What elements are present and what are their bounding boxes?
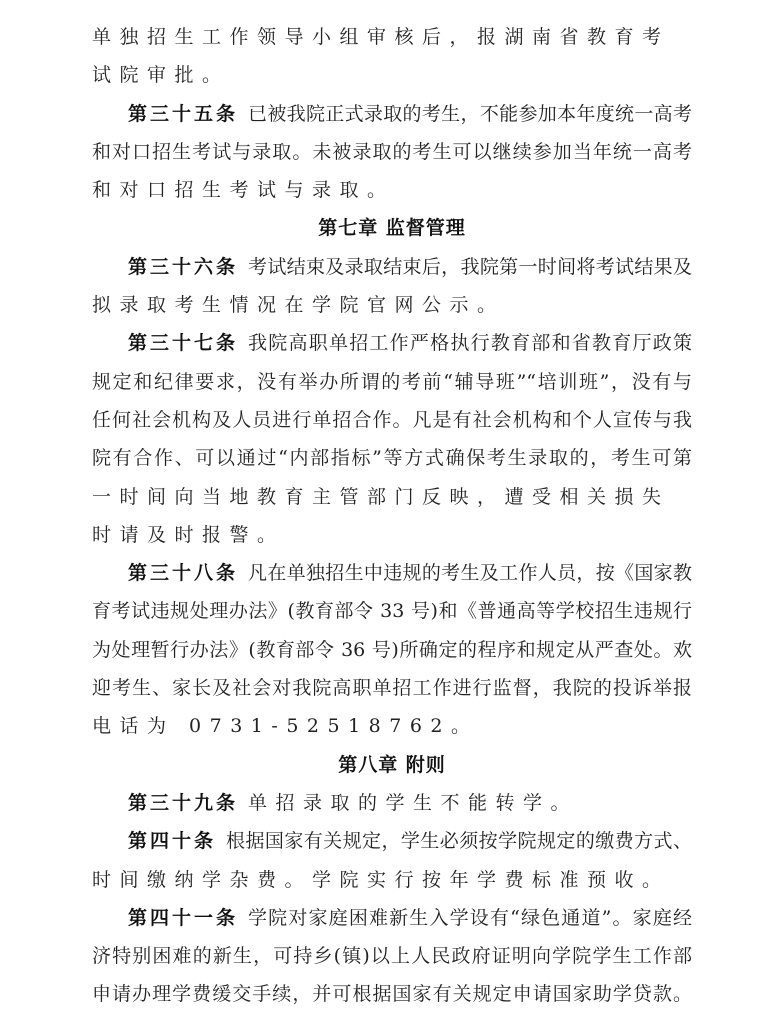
line-text: 时间缴纳学杂费。学院实行按年学费标准预收。	[92, 868, 670, 891]
paragraph-line	[92, 784, 692, 822]
line-text: 学院对家庭困难新生入学设有“绿色通道”。家庭经	[248, 906, 692, 929]
paragraph-line	[92, 554, 692, 592]
paragraph-line	[92, 861, 692, 899]
line-text: 济特别困难的新生，可持乡(镇)以上人民政府证明向学院学生工作部	[92, 945, 692, 968]
paragraph-line	[92, 324, 692, 362]
paragraph-line	[92, 95, 692, 133]
line-text: 我院高职单招工作严格执行教育部和省教育厅政策	[248, 332, 692, 355]
paragraph-line	[92, 899, 692, 937]
line-text: 已被我院正式录取的考生，不能参加本年度统一高考	[248, 102, 692, 125]
chapter-heading: 第八章 附则	[338, 753, 446, 776]
article-label: 第三十六条	[128, 255, 239, 278]
line-text: 凡在单独招生中违规的考生及工作人员，按《国家教	[248, 562, 692, 585]
line-text: 迎考生、家长及社会对我院高职单招工作进行监督，我院的投诉举报	[92, 677, 692, 700]
article-label: 第四十一条	[128, 906, 239, 929]
line-text: 单独招生工作领导小组审核后，报湖南省教育考试院审批。	[92, 26, 670, 87]
article-label: 第四十条	[128, 830, 217, 853]
article-label: 第三十七条	[128, 332, 239, 355]
line-text: 一时间向当地教育主管部门反映，遭受相关损失时请及时报警。	[92, 485, 670, 546]
paragraph-line	[92, 439, 692, 477]
line-text: 电话为 0731-52518762。	[92, 715, 479, 738]
paragraph-line	[92, 248, 692, 286]
article-label: 第三十五条	[128, 102, 239, 125]
paragraph-line	[92, 669, 692, 707]
paragraph-line	[92, 171, 692, 209]
paragraph-line	[92, 286, 692, 324]
document-page	[92, 18, 692, 1014]
article-label: 第三十八条	[128, 562, 239, 585]
paragraph-line	[92, 707, 692, 745]
paragraph-line	[92, 592, 692, 630]
line-text: 和对口招生考试与录取。	[92, 179, 395, 202]
paragraph-line	[92, 18, 692, 95]
line-text: 规定和纪律要求，没有举办所谓的考前“辅导班”“培训班”，没有与	[92, 370, 692, 393]
paragraph-line	[92, 631, 692, 669]
line-text: 为处理暂行办法》(教育部令 36 号)所确定的程序和规定从严查处。欢	[92, 638, 692, 661]
paragraph-line	[92, 401, 692, 439]
paragraph-line	[92, 133, 692, 171]
line-text: 拟录取考生情况在学院官网公示。	[92, 294, 505, 317]
line-text: 任何社会机构及人员进行单招合作。凡是有社会机构和个人宣传与我	[92, 408, 692, 431]
line-text: 和对口招生考试与录取。未被录取的考生可以继续参加当年统一高考	[92, 140, 692, 163]
paragraph-line	[92, 937, 692, 975]
paragraph-line	[92, 363, 692, 401]
line-text: 考试结束及录取结束后，我院第一时间将考试结果及	[248, 255, 692, 278]
paragraph-line	[92, 822, 692, 860]
line-text: 根据国家有关规定，学生必须按学院规定的缴费方式、	[226, 830, 692, 853]
paragraph-line	[92, 478, 692, 555]
chapter-heading: 第七章 监督管理	[318, 217, 466, 240]
line-text: 申请办理学费缓交手续，并可根据国家有关规定申请国家助学贷款。	[92, 983, 692, 1006]
line-text: 育考试违规处理办法》(教育部令 33 号)和《普通高等学校招生违规行	[92, 600, 692, 623]
line-text: 院有合作、可以通过“内部指标”等方式确保考生录取的，考生可第	[92, 447, 692, 470]
line-text: 单招录取的学生不能转学。	[248, 791, 579, 814]
paragraph-line	[92, 975, 692, 1013]
article-label: 第三十九条	[128, 791, 239, 814]
